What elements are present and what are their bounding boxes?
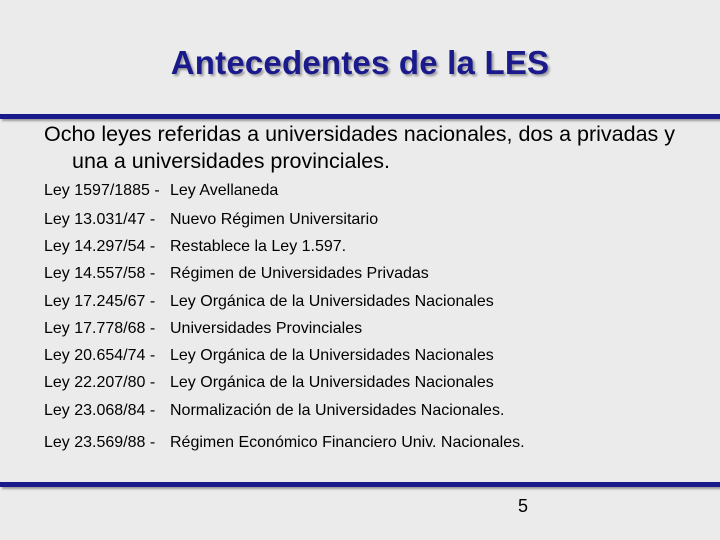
- law-description: Universidades Provinciales: [170, 320, 363, 337]
- law-description: Nuevo Régimen Universitario: [170, 211, 379, 228]
- law-description: Régimen de Universidades Privadas: [170, 265, 429, 282]
- law-description: Ley Orgánica de la Universidades Nacionales: [170, 293, 494, 310]
- law-description: Normalización de la Universidades Nacionales.: [170, 402, 505, 419]
- law-number: Ley 22.207/80 -: [44, 374, 156, 391]
- law-number: Ley 1597/1885 -: [44, 182, 160, 199]
- law-number: Ley 17.778/68 -: [44, 320, 156, 337]
- top-divider: [0, 114, 720, 119]
- law-number: Ley 14.557/58 -: [44, 265, 156, 282]
- law-number: Ley 23.068/84 -: [44, 402, 156, 419]
- law-description: Ley Avellaneda: [170, 182, 279, 199]
- page-number: 5: [518, 496, 529, 516]
- law-number: Ley 14.297/54 -: [44, 238, 156, 255]
- law-number: Ley 20.654/74 -: [44, 347, 156, 364]
- law-number: Ley 17.245/67 -: [44, 293, 156, 310]
- slide-title: Antecedentes de la LES: [170, 44, 550, 81]
- intro-text: Ocho leyes referidas a universidades nacionales, dos a privadas y una a universidades provinciales.: [44, 122, 676, 173]
- law-number: Ley 23.569/88 -: [44, 434, 156, 451]
- law-description: Ley Orgánica de la Universidades Nacionales: [170, 374, 494, 391]
- bottom-divider: [0, 482, 720, 487]
- law-description: Ley Orgánica de la Universidades Nacionales: [170, 347, 494, 364]
- law-description: Régimen Económico Financiero Univ. Nacionales.: [170, 434, 525, 451]
- law-description: Restablece la Ley 1.597.: [170, 238, 347, 255]
- law-number: Ley 13.031/47 -: [44, 211, 156, 228]
